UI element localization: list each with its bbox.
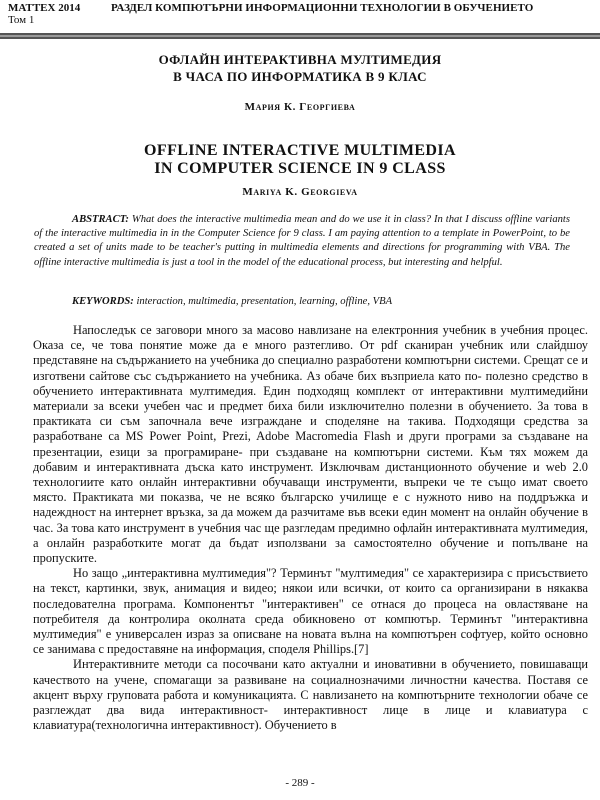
title-bulgarian xyxy=(0,51,600,85)
title-bg-line-2: В ЧАСА ПО ИНФОРМАТИКА В 9 КЛАС xyxy=(173,69,427,84)
keywords-text: interaction, multimedia, presentation, learning, offline, VBA xyxy=(133,296,393,307)
title-english xyxy=(0,142,600,178)
volume-label: Том 1 xyxy=(8,14,35,26)
paragraph: Но защо „интерактивна мултимедия"? Терминът "мултимедия" се характеризира с присъствието на текст, картинки, звук, анимация и видео; някои или всички, от които са организирани в някаква последователна програма. Компонентът "интерактивен" се отнася до процеса на овластяване на потребителя да контролира околната среда обикновено от компютър. Терминът "интерактивна мултимедия" е универсален израз за описване на новата вълна на компютърен софтуер, който основно се занимава с предоставяне на информация, споделя Phillips.[7] xyxy=(33,566,588,657)
author-bulgarian: Мария К. Георгиева xyxy=(244,101,356,113)
abstract-label: ABSTRACT: xyxy=(72,214,129,225)
abstract xyxy=(34,213,570,270)
title-en-line-2: IN COMPUTER SCIENCE IN 9 CLASS xyxy=(154,160,446,177)
keywords-label: KEYWORDS: xyxy=(72,296,134,307)
abstract-text: What does the interactive multimedia mean and do we use it in class? In that I discuss offline variants of the interactive multimedia in in the Computer Science for 9 class. I am paying attention to a template in PowerPoint, to be created a set of units made to be teacher's putting in multimedia elements and directions for programming with VBA. The offline interactive multimedia is just a tool in the model of the educational process, but interesting and helpful. xyxy=(34,214,570,268)
paragraph: Напоследък се заговори много за масово навлизане на електронния учебник в учебния процес. Оказа се, че това понятие може да е много разтегливо. От pdf сканиран учебник или слайдшоу представяне на съдържанието на учебника до специално разработени компютърни системи. Срещат се и изготвени сайтове със съдържанието на учебника. Аз обаче бих възприела като по- полезно средство в обучението интерактивната мултимедия. Един подходящ комплект от интерактивни мултимедийни материали за всеки учебен час и предмет биха били изключително полезни в обучението. За това в практиката си съм започнала вече изграждане и споделяне на такива. Подходящи средства за разработване са MS Power Point, Prezi, Adobe Macromedia Flash и други програми за създаване на презентации, езици за програмиране- при създаване на компютърни системи. Към тях можем да добавим и интерактивната дъска като инструмент. Изключвам дистанционното обучение и web 2.0 технологиите като онлайн интерактивни обучаващи инструменти, въпреки че те също имат своето място. Практиката ми показва, че не всяко българско училище е с нужното ниво на поддръжка и надеждност на интернет връзка, за да можем да разчитаме във всеки един момент на онлайн обучение в час. За това като инструмент в учебния час ще разгледам предимно офлайн интерактивната мултимедия, а онлайн разработките могат да бъдат използвани за самостоятелно обучение и попълване на пропуските. xyxy=(33,323,588,566)
keywords xyxy=(72,296,570,307)
title-en-line-1: OFFLINE INTERACTIVE MULTIMEDIA xyxy=(144,142,456,159)
page-number: - 289 - xyxy=(285,777,315,789)
author-english: Mariya K. Georgieva xyxy=(242,186,358,198)
body-text xyxy=(33,323,588,733)
journal-name: MATTEX 2014 xyxy=(8,2,81,14)
header-double-rule xyxy=(0,33,600,39)
paragraph: Интерактивните методи са посочвани като актуални и иновативни в обучението, повишаващи качеството на учене, спомагащи за развиване на социалнозначими личностни качества. Поставя се акцент върху груповата работа и комуникацията. С навлизането на компютърните технологии обаче се разглеждат два вида интерактивност- интерактивност лице в лице и клавиатура с клавиатура(технологична интерактивност). Обучението в xyxy=(33,657,588,733)
section-title: РАЗДЕЛ КОМПЮТЪРНИ ИНФОРМАЦИОННИ ТЕХНОЛОГИИ В ОБУЧЕНИЕТО xyxy=(111,2,534,14)
title-bg-line-1: ОФЛАЙН ИНТЕРАКТИВНА МУЛТИМЕДИЯ xyxy=(158,52,442,67)
